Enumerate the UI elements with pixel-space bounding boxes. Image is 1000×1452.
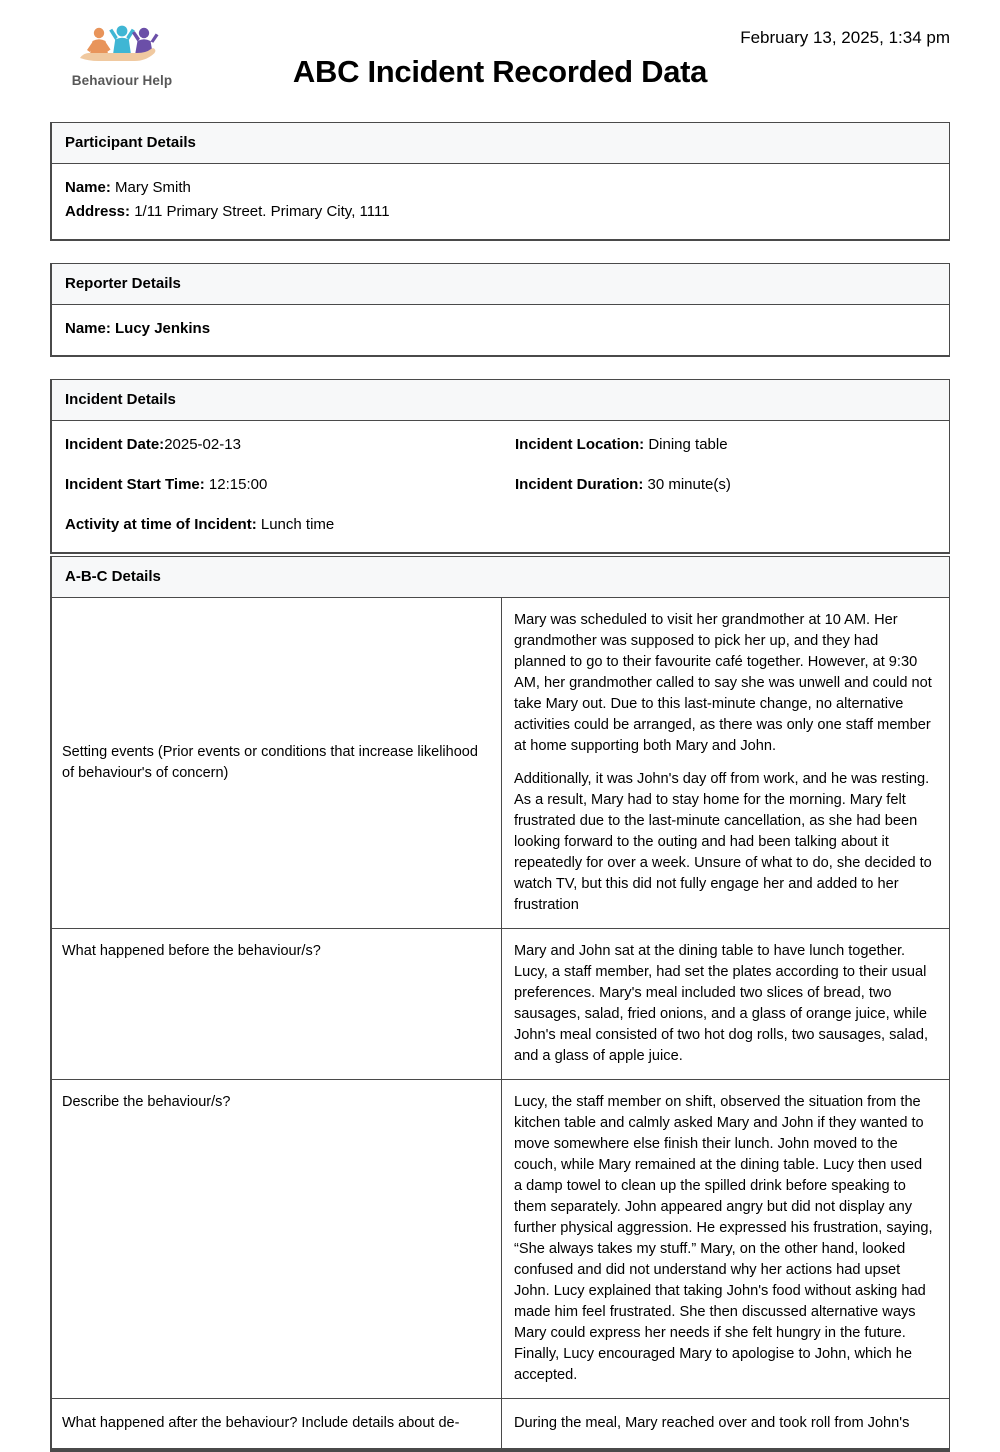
reporter-name-row: Name: Lucy Jenkins — [65, 319, 211, 337]
table-row — [52, 1399, 949, 1450]
abc-answer-before-behaviour — [502, 929, 949, 1079]
abc-details-heading: A-B-C Details — [52, 557, 949, 598]
participant-name-value: Mary Smith — [115, 179, 191, 196]
document-date: February 13, 2025, 1:34 pm — [740, 28, 950, 47]
abc-answer-describe-behaviour — [502, 1080, 949, 1398]
participant-details-body — [52, 164, 949, 239]
participant-address-label: Address: — [65, 203, 131, 221]
incident-location-value: Dining table — [648, 435, 728, 453]
incident-activity-value: Lunch time — [260, 516, 335, 534]
abc-question-after-behaviour: What happened after the behaviour? Include details about de- — [52, 1399, 502, 1448]
abc-question-describe-behaviour: Describe the behaviour/s? — [52, 1080, 502, 1398]
incident-start-time-row — [65, 473, 515, 497]
participant-name-label: Name: — [65, 179, 111, 196]
logo-wordmark: Behaviour Help — [71, 73, 173, 88]
table-row — [52, 598, 949, 929]
incident-start-time-label: Incident Start Time: — [65, 476, 205, 494]
incident-activity-label: Activity at time of Incident: — [65, 516, 257, 534]
incident-duration-value: 30 minute(s) — [647, 476, 731, 494]
abc-answer-paragraph: Additionally, it was John's day off from work, and he was resting. As a result, Mary had to stay home for the morning. Mary felt frustrated due to the last-minute cancellation, as she had been looking forward to the outing and had been talking about it repeatedly for over a week. Unsure of what to do, she decided to watch TV, but this did not fully engage her and added to her frustration — [514, 771, 932, 913]
incident-date-label: Incident Date: — [65, 435, 165, 453]
abc-answer-after-behaviour — [502, 1399, 949, 1448]
abc-answer-paragraph: Mary and John sat at the dining table to have lunch together. Lucy, a staff member, had set the plates according to their usual preferences. Mary's meal included two slices of bread, two sausages, salad, fried onions, and a glass of orange juice, while John's meal consisted of two hot dog rolls, two sausages, salad, and a glass of apple juice. — [514, 943, 929, 1064]
incident-activity-row — [65, 513, 936, 537]
table-row — [52, 1080, 949, 1399]
incident-details-body — [52, 421, 949, 552]
table-row — [52, 929, 949, 1080]
incident-location-row — [515, 433, 936, 457]
abc-answer-paragraph: Mary was scheduled to visit her grandmother at 10 AM. Her grandmother was supposed to pick her up, and they had planned to go to their favourite café together. However, at 9:30 AM, her grandmother called to say she was unwell and could not take Mary out. Due to this last-minute change, no alternative activities could be arranged, as there was only one staff member at home supporting both Mary and John. — [514, 612, 932, 754]
incident-duration-row — [515, 473, 936, 497]
participant-address-row — [65, 200, 936, 224]
page-header — [0, 0, 1000, 112]
abc-details-section — [50, 556, 950, 1452]
abc-details-table — [50, 556, 950, 1452]
document-body — [50, 122, 950, 576]
incident-details-card — [50, 379, 950, 554]
abc-answer-paragraph: During the meal, Mary reached over and took roll from John's — [514, 1415, 910, 1431]
reporter-details-heading: Reporter Details — [52, 264, 949, 305]
incident-duration-label: Incident Duration: — [515, 476, 644, 494]
incident-details-heading: Incident Details — [52, 380, 949, 421]
incident-date-value: 2025-02-13 — [164, 435, 241, 453]
reporter-details-body — [52, 305, 949, 355]
participant-address-value: 1/11 Primary Street. Primary City, 1111 — [134, 203, 390, 221]
reporter-details-card — [50, 263, 950, 357]
participant-details-card — [50, 122, 950, 241]
abc-answer-paragraph: Lucy, the staff member on shift, observed the situation from the kitchen table and calmly asked Mary and John if they wanted to move somewhere else finish their lunch. John moved to the couch, while Mary remained at the dining table. Lucy then used a damp towel to clean up the spilled drink before speaking to them separately. John appeared angry but did not display any further physical aggression. He expressed his frustration, saying, “She always takes my stuff.” Mary, on the other hand, looked confused and did not understand why her actions had upset John. Lucy explained that taking John's food without asking had made him feel frustrated. She then discussed alternative ways Mary could express her needs if she felt hungry in the future. Finally, Lucy encouraged Mary to apologise to John, which he accepted. — [514, 1094, 933, 1383]
incident-start-time-value: 12:15:00 — [208, 476, 268, 494]
incident-date-row — [65, 433, 515, 457]
participant-details-heading: Participant Details — [52, 123, 949, 164]
abc-answer-setting-events — [502, 598, 949, 928]
abc-question-before-behaviour: What happened before the behaviour/s? — [52, 929, 502, 1079]
incident-location-label: Incident Location: — [515, 435, 645, 453]
abc-question-setting-events: Setting events (Prior events or conditions that increase likelihood of behaviour's of concern) — [52, 598, 502, 928]
page-title: ABC Incident Recorded Data — [292, 54, 708, 89]
participant-name-row — [65, 176, 936, 200]
